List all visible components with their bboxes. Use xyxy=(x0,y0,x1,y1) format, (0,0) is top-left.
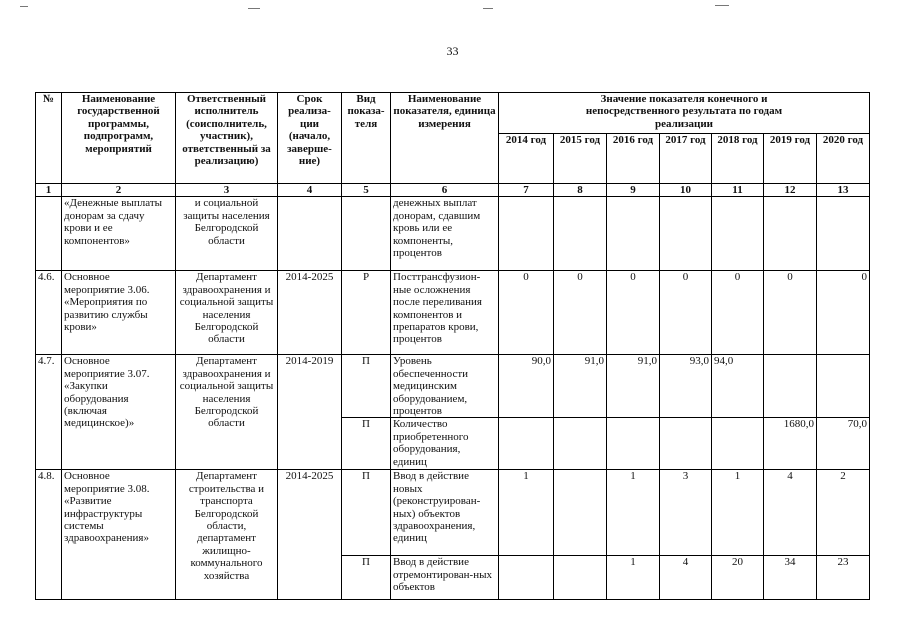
row-value: 0 xyxy=(607,271,660,355)
row-indicator: Уровень обеспеченности медицинским оборудованием, процентов xyxy=(391,355,499,418)
row-value: 70,0 xyxy=(817,418,870,470)
row-term: 2014-2025 xyxy=(278,271,342,355)
page-number: 33 xyxy=(446,44,459,58)
header-values-title: Значение показателя конечного и непосредственного результата по годам реализации xyxy=(499,93,870,134)
row-value xyxy=(554,197,607,271)
row-num xyxy=(36,197,62,271)
header-year: 2017 год xyxy=(660,134,712,184)
row-value: 4 xyxy=(660,556,712,600)
row-value: 1 xyxy=(607,556,660,600)
row-type: П xyxy=(342,418,391,470)
row-indicator: Посттрансфузион-ные осложнения после переливания компонентов и препаратов крови, процентов xyxy=(391,271,499,355)
row-term xyxy=(278,197,342,271)
row-type: Р xyxy=(342,271,391,355)
column-number: 11 xyxy=(712,184,764,197)
header-year: 2015 год xyxy=(554,134,607,184)
row-value xyxy=(817,355,870,418)
row-type: П xyxy=(342,355,391,418)
row-value: 93,0 xyxy=(660,355,712,418)
column-number: 8 xyxy=(554,184,607,197)
row-value: 0 xyxy=(764,271,817,355)
row-type xyxy=(342,197,391,271)
row-value: 0 xyxy=(554,271,607,355)
row-executor: Департамент здравоохранения и социальной защиты населения Белгородской области xyxy=(176,271,278,355)
column-number: 4 xyxy=(278,184,342,197)
row-value xyxy=(554,418,607,470)
row-term: 2014-2019 xyxy=(278,355,342,470)
scan-artifact xyxy=(248,8,260,9)
row-value: 2 xyxy=(817,470,870,556)
row-name: Основное мероприятие 3.08. «Развитие инфраструктуры системы здравоохранения» xyxy=(62,470,176,600)
row-name: Основное мероприятие 3.06. «Мероприятия по развитию службы крови» xyxy=(62,271,176,355)
row-term: 2014-2025 xyxy=(278,470,342,600)
header-executor: Ответственный исполнитель (соисполнитель, участник), ответственный за реализацию) xyxy=(176,93,278,184)
header-year: 2018 год xyxy=(712,134,764,184)
header-name: Наименование государственной программы, подпрограмм, мероприятий xyxy=(62,93,176,184)
row-value: 1 xyxy=(499,470,554,556)
header-indicator-name: Наименование показателя, единица измерения xyxy=(391,93,499,184)
row-value xyxy=(499,197,554,271)
row-executor: и социальной защиты населения Белгородской области xyxy=(176,197,278,271)
row-value: 1 xyxy=(712,470,764,556)
row-value: 34 xyxy=(764,556,817,600)
row-value: 91,0 xyxy=(607,355,660,418)
row-value xyxy=(554,556,607,600)
scan-artifact xyxy=(20,6,28,7)
column-number: 1 xyxy=(36,184,62,197)
table-row xyxy=(36,271,870,355)
column-number: 5 xyxy=(342,184,391,197)
table-row xyxy=(36,197,870,271)
row-type: П xyxy=(342,470,391,556)
row-value xyxy=(607,418,660,470)
row-value: 20 xyxy=(712,556,764,600)
row-value xyxy=(712,197,764,271)
row-indicator: Ввод в действие новых (реконструирован-ных) объектов здравоохранения, единиц xyxy=(391,470,499,556)
row-num: 4.6. xyxy=(36,271,62,355)
column-number: 6 xyxy=(391,184,499,197)
row-value xyxy=(817,197,870,271)
header-year: 2020 год xyxy=(817,134,870,184)
row-num: 4.8. xyxy=(36,470,62,600)
row-value: 1680,0 xyxy=(764,418,817,470)
column-number: 2 xyxy=(62,184,176,197)
row-value: 4 xyxy=(764,470,817,556)
header-term: Срок реализа-ции (начало, заверше-ние) xyxy=(278,93,342,184)
row-executor: Департамент здравоохранения и социальной защиты населения Белгородской области xyxy=(176,355,278,470)
header-year: 2014 год xyxy=(499,134,554,184)
row-indicator: Количество приобретенного оборудования, единиц xyxy=(391,418,499,470)
row-value xyxy=(660,418,712,470)
column-number: 10 xyxy=(660,184,712,197)
column-number: 3 xyxy=(176,184,278,197)
row-value xyxy=(499,556,554,600)
row-value xyxy=(660,197,712,271)
table-row xyxy=(36,470,870,556)
header-year: 2016 год xyxy=(607,134,660,184)
row-value xyxy=(712,418,764,470)
header-indicator-type: Вид показа-теля xyxy=(342,93,391,184)
row-executor: Департамент строительства и транспорта Белгородской области, департамент жилищно-коммунального хозяйства xyxy=(176,470,278,600)
row-value: 0 xyxy=(817,271,870,355)
column-number: 12 xyxy=(764,184,817,197)
table-row xyxy=(36,355,870,418)
row-value xyxy=(607,197,660,271)
column-number: 7 xyxy=(499,184,554,197)
row-value xyxy=(764,197,817,271)
row-value: 0 xyxy=(660,271,712,355)
row-indicator: денежных выплат донорам, сдавшим кровь или ее компоненты, процентов xyxy=(391,197,499,271)
row-indicator: Ввод в действие отремонтирован-ных объектов xyxy=(391,556,499,600)
scan-artifact xyxy=(715,5,729,6)
row-type: П xyxy=(342,556,391,600)
row-value xyxy=(499,418,554,470)
column-number: 13 xyxy=(817,184,870,197)
scan-artifact xyxy=(483,8,493,9)
row-num: 4.7. xyxy=(36,355,62,470)
header-year: 2019 год xyxy=(764,134,817,184)
row-name: Основное мероприятие 3.07. «Закупки оборудования (включая медицинское)» xyxy=(62,355,176,470)
header-num: № xyxy=(36,93,62,184)
row-value: 3 xyxy=(660,470,712,556)
row-value: 94,0 xyxy=(712,355,764,418)
row-value: 0 xyxy=(499,271,554,355)
row-value xyxy=(764,355,817,418)
indicators-table xyxy=(35,92,870,600)
row-value: 1 xyxy=(607,470,660,556)
row-value: 91,0 xyxy=(554,355,607,418)
row-value xyxy=(554,470,607,556)
column-number: 9 xyxy=(607,184,660,197)
row-value: 0 xyxy=(712,271,764,355)
row-value: 23 xyxy=(817,556,870,600)
row-value: 90,0 xyxy=(499,355,554,418)
row-name: «Денежные выплаты донорам за сдачу крови и ее компонентов» xyxy=(62,197,176,271)
